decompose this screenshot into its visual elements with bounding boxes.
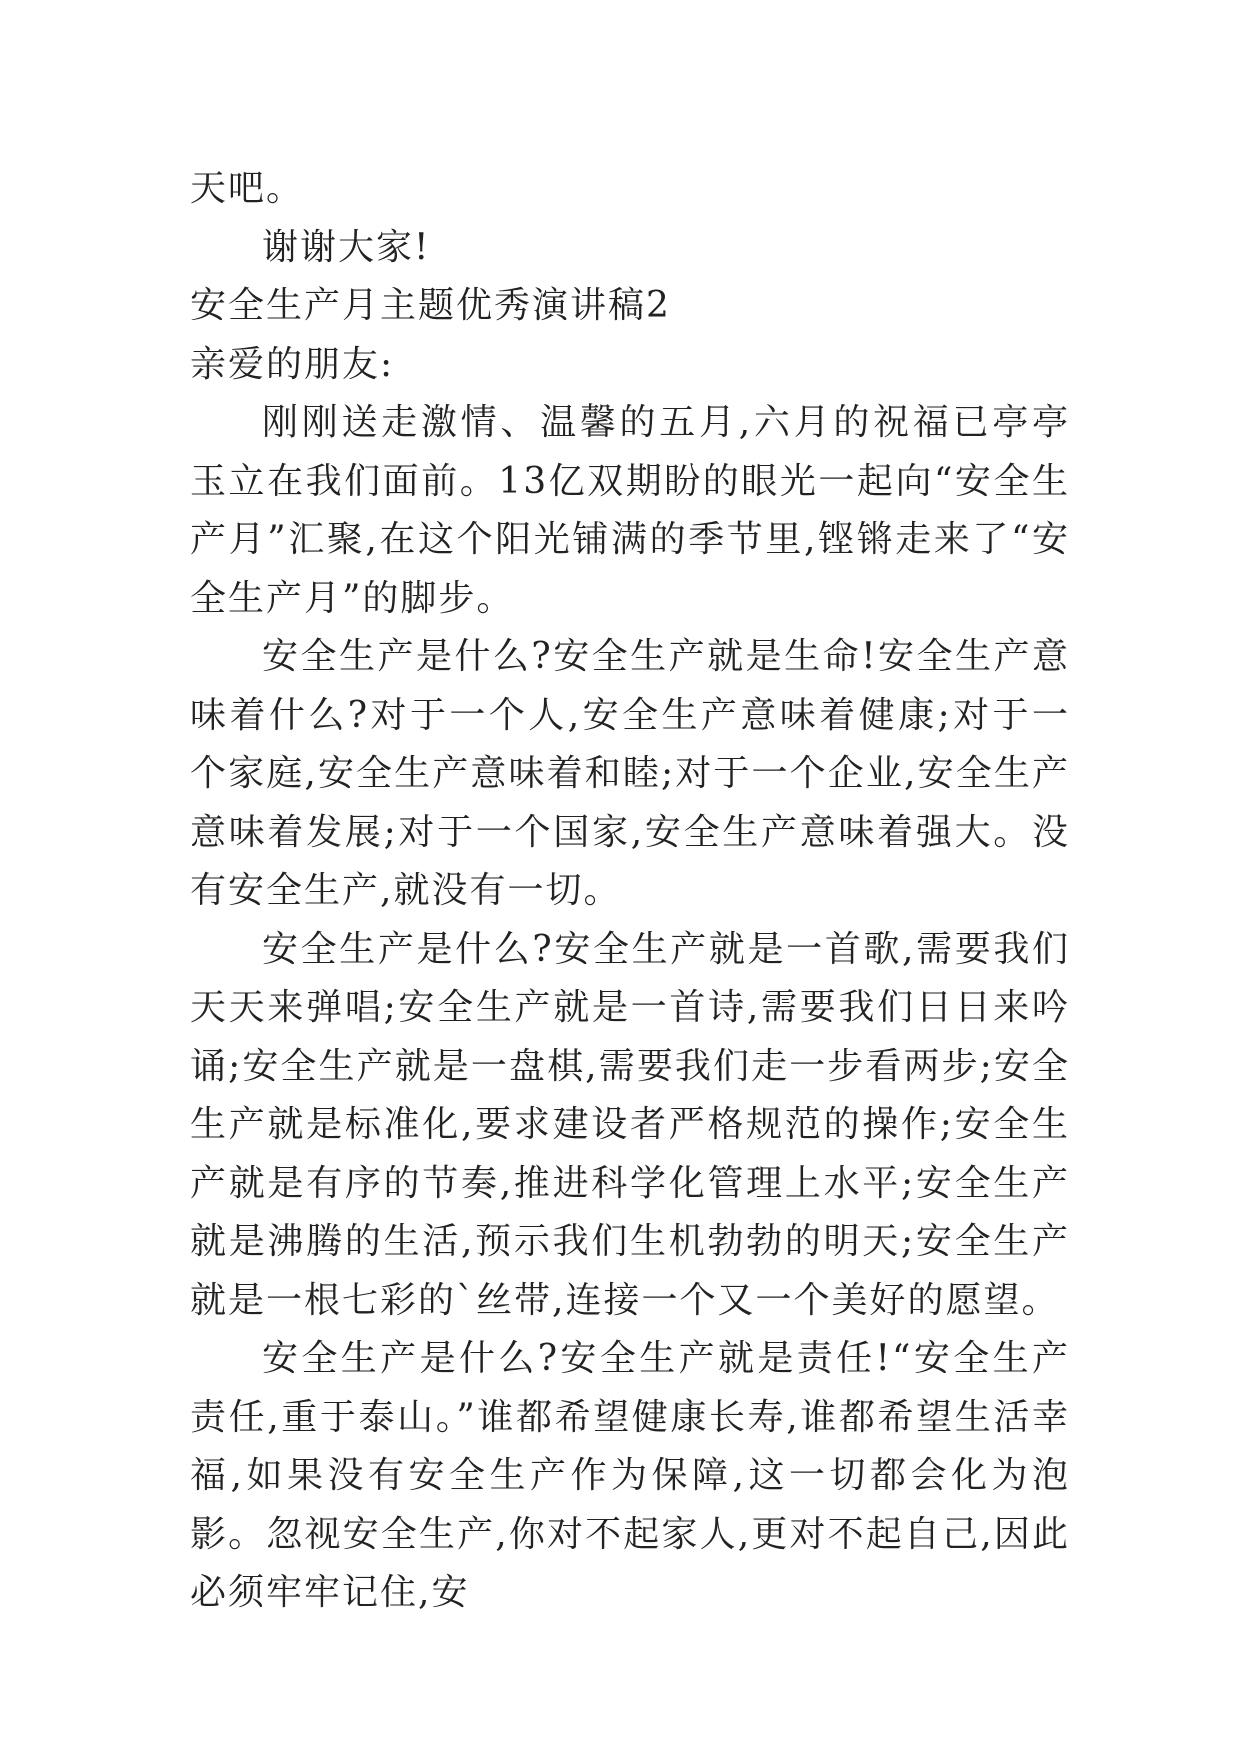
thanks-line: 谢谢大家!: [262, 226, 431, 268]
document-body: [190, 160, 1070, 1623]
paragraph-3: 安全生产是什么?安全生产就是一首歌,需要我们天天来弹唱;安全生产就是一首诗,需要我们日日来吟诵;安全生产就是一盘棋,需要我们走一步看两步;安全生产就是标准化,要求建设者严格规范的操作;安全生产就是有序的节奏,推进科学化管理上水平;安全生产就是沸腾的生活,预示我们生机勃勃的明天;安全生产就是一根七彩的`丝带,连接一个又一个美好的愿望。: [190, 928, 1070, 1321]
greeting-line: 亲爱的朋友:: [190, 343, 395, 385]
paragraph-4: 安全生产是什么?安全生产就是责任!“安全生产责任,重于泰山。”谁都希望健康长寿,谁都希望生活幸福,如果没有安全生产作为保障,这一切都会化为泡影。忽视安全生产,你对不起家人,更对不起自己,因此必须牢牢记住,安: [190, 1338, 1070, 1613]
paragraph-1: 刚刚送走激情、温馨的五月,六月的祝福已亭亭玉立在我们面前。13亿双期盼的眼光一起向“安全生产月”汇聚,在这个阳光铺满的季节里,铿锵走来了“安全生产月”的脚步。: [190, 402, 1070, 619]
section-heading: 安全生产月主题优秀演讲稿2: [190, 285, 671, 326]
paragraph-2: 安全生产是什么?安全生产就是生命!安全生产意味着什么?对于一个人,安全生产意味着健康;对于一个家庭,安全生产意味着和睦;对于一个企业,安全生产意味着发展;对于一个国家,安全生产意味着强大。没有安全生产,就没有一切。: [190, 636, 1070, 911]
intro-tail-line: 天吧。: [190, 168, 305, 209]
